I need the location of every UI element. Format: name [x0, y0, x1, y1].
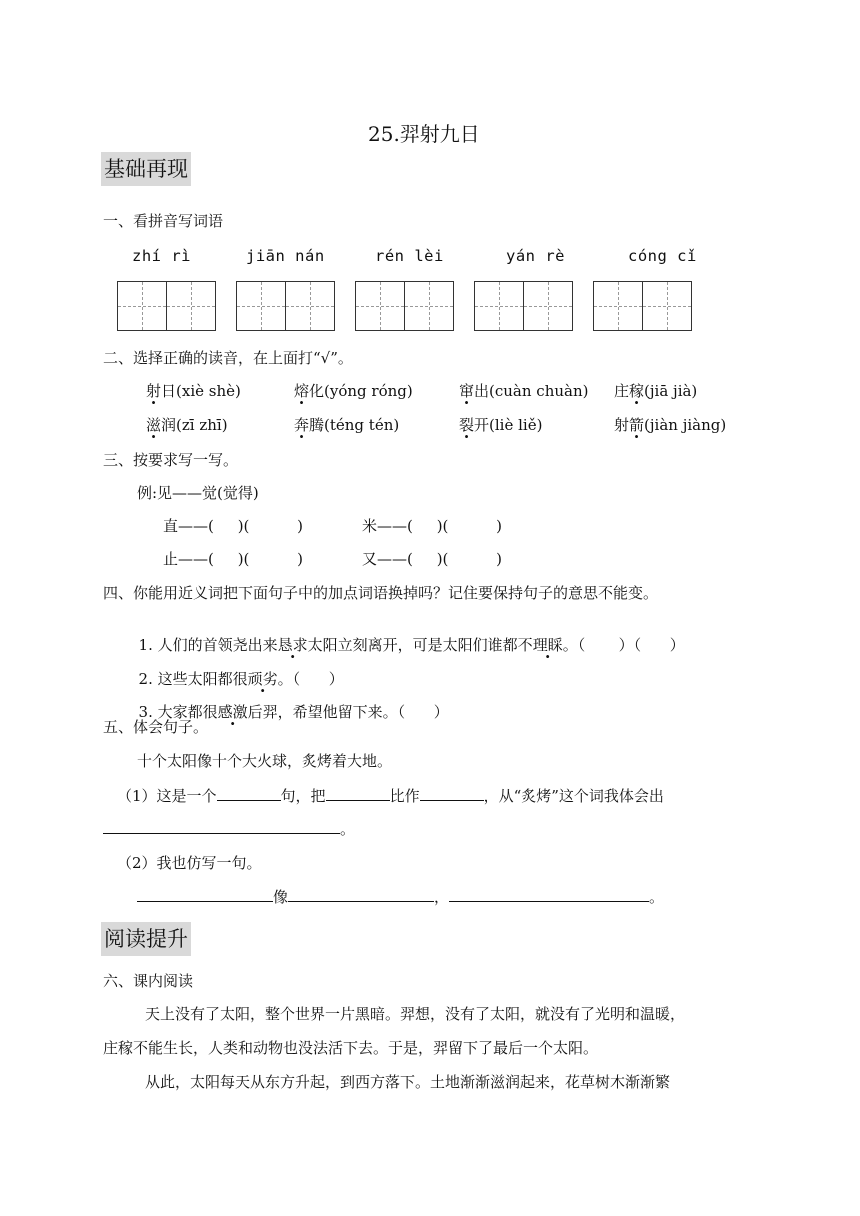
- pinyin-1: zhí rì: [132, 247, 191, 265]
- q6-heading: 六、课内阅读: [103, 972, 194, 990]
- reading-para2-line1: 从此，太阳每天从东方升起，到西方落下。土地渐渐滋润起来，花草树木渐渐繁: [145, 1073, 671, 1091]
- q4-sentence-2[interactable]: 2. 这些太阳都很顽劣。（ ）: [138, 670, 344, 688]
- writing-grid-5[interactable]: [593, 281, 692, 331]
- q4-sentence-3[interactable]: 3. 大家都很感激后羿，希望他留下来。（ ）: [138, 703, 449, 721]
- q2-item-6[interactable]: 奔腾(téng tén): [294, 416, 400, 434]
- q5-imitate-line[interactable]: 像 ， 。: [137, 886, 664, 907]
- q5-sentence: 十个太阳像十个大火球，炙烤着大地。: [137, 752, 393, 770]
- q4-sentence-1[interactable]: 1. 人们的首领尧出来恳求太阳立刻离开，可是太阳们谁都不理睬。（ ）（ ）: [138, 636, 685, 654]
- q5-part2: （2）我也仿写一句。: [117, 854, 262, 872]
- q3-row2-right[interactable]: 又——( )( ): [362, 550, 502, 568]
- section-header-reading: 阅读提升: [101, 922, 191, 956]
- q2-item-4[interactable]: 庄稼(jiā jià): [614, 382, 698, 400]
- reading-para1-line2: 庄稼不能生长，人类和动物也没法活下去。于是，羿留下了最后一个太阳。: [103, 1039, 599, 1057]
- q2-item-2[interactable]: 熔化(yóng róng): [294, 382, 413, 400]
- q2-item-8[interactable]: 射箭(jiàn jiàng): [614, 416, 727, 434]
- writing-grid-1[interactable]: [117, 281, 216, 331]
- q2-heading: 二、选择正确的读音，在上面打“√”。: [103, 349, 353, 367]
- reading-para1-line1: 天上没有了太阳，整个世界一片黑暗。羿想，没有了太阳，就没有了光明和温暖，: [145, 1005, 686, 1023]
- pinyin-4: yán rè: [506, 247, 565, 265]
- q5-heading: 五、体会句子。: [103, 718, 209, 736]
- q3-heading: 三、按要求写一写。: [103, 451, 239, 469]
- writing-grid-2[interactable]: [236, 281, 335, 331]
- q2-item-7[interactable]: 裂开(liè liě): [459, 416, 543, 434]
- q2-item-1[interactable]: 射日(xiè shè): [146, 382, 241, 400]
- pinyin-5: cóng cǐ: [628, 247, 697, 265]
- page-title: 25.羿射九日: [368, 122, 480, 146]
- q3-example: 例:见——觉(觉得): [137, 484, 259, 502]
- section-header-basic: 基础再现: [101, 152, 191, 186]
- pinyin-2: jiān nán: [246, 247, 325, 265]
- q3-row2-left[interactable]: 止——( )( ): [163, 550, 303, 568]
- q1-heading: 一、看拼音写词语: [103, 212, 224, 230]
- writing-grid-3[interactable]: [355, 281, 454, 331]
- q3-row1-right[interactable]: 米——( )( ): [362, 517, 502, 535]
- q5-part1-line2[interactable]: 。: [103, 818, 355, 839]
- q4-heading: 四、你能用近义词把下面句子中的加点词语换掉吗？记住要保持句子的意思不能变。: [103, 584, 659, 602]
- q3-row1-left[interactable]: 直——( )( ): [163, 517, 303, 535]
- writing-grid-4[interactable]: [474, 281, 573, 331]
- q5-part1[interactable]: （1）这是一个 句，把 比作 ，从“炙烤”这个词我体会出: [117, 787, 664, 805]
- q2-item-5[interactable]: 滋润(zī zhī): [146, 416, 228, 434]
- q2-item-3[interactable]: 窜出(cuàn chuàn): [459, 382, 589, 400]
- pinyin-3: rén lèi: [375, 247, 444, 265]
